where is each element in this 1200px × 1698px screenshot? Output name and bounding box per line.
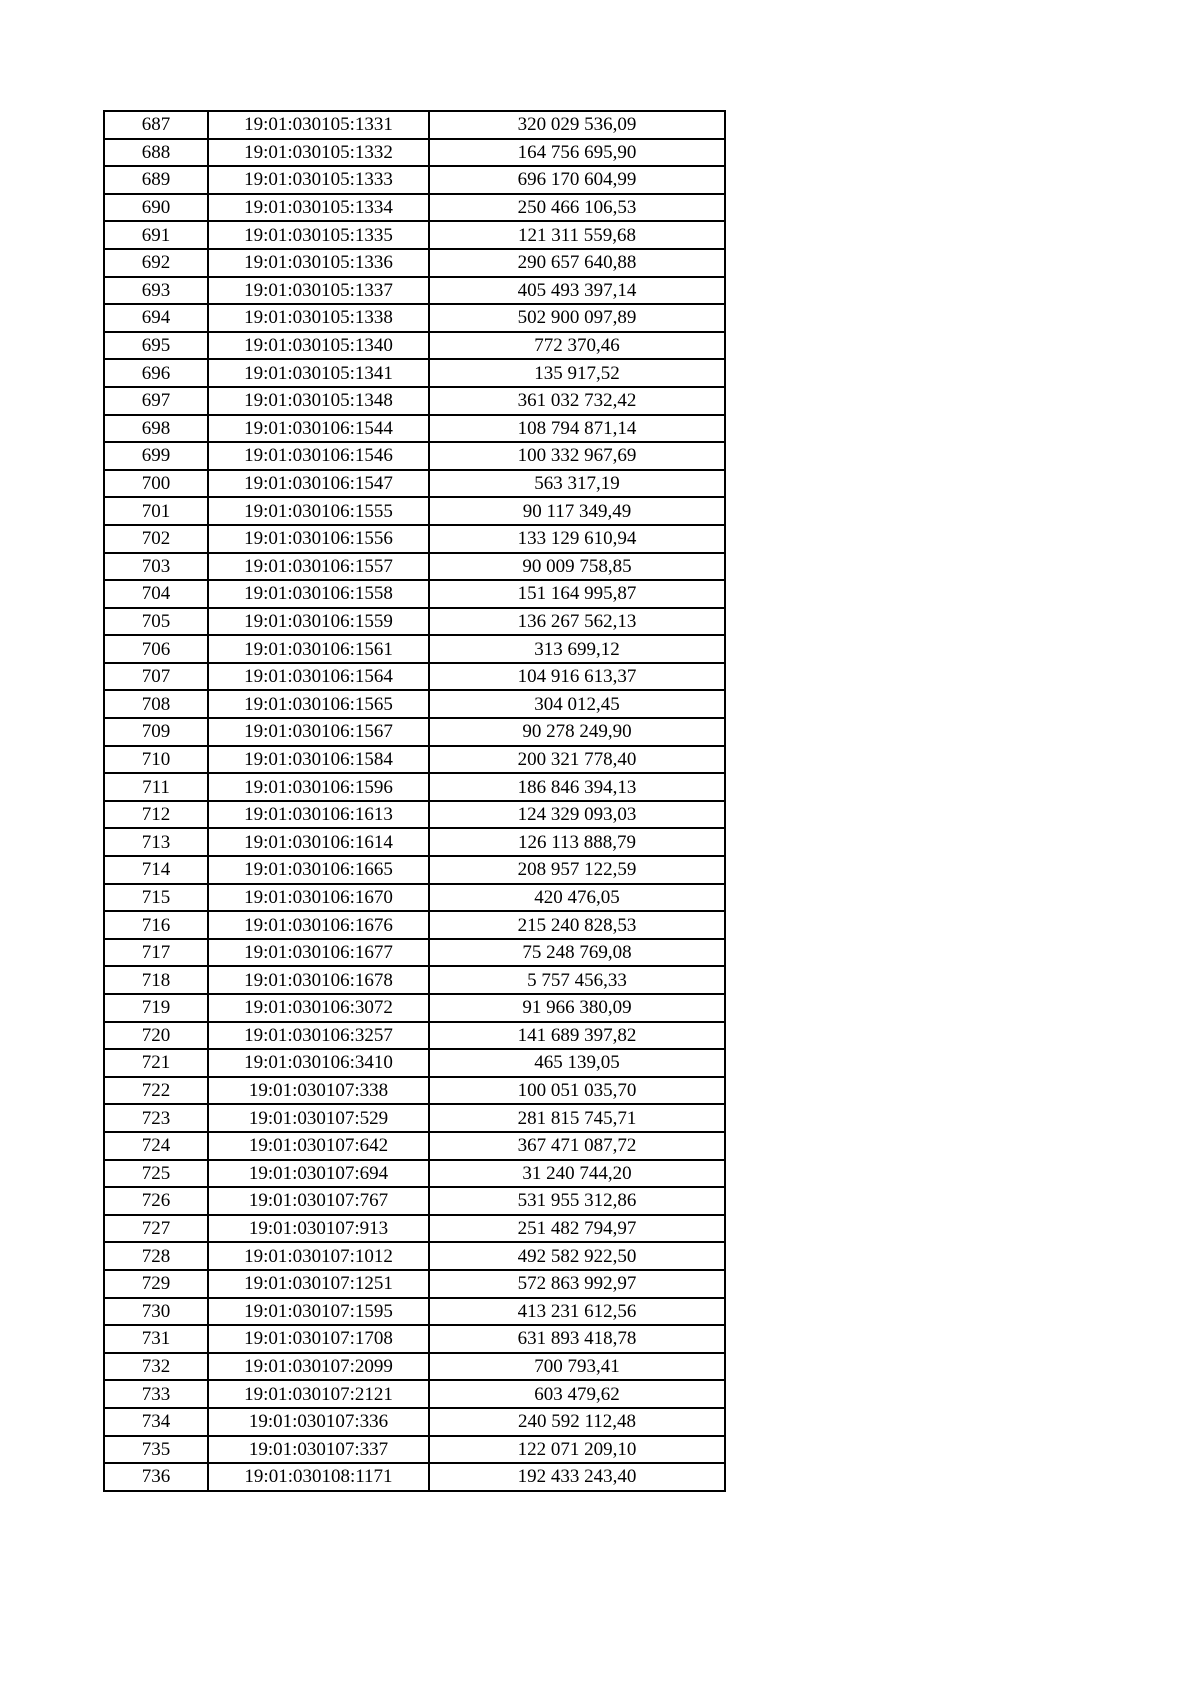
row-number-cell: 687	[104, 111, 208, 139]
table-row	[104, 1077, 725, 1105]
cadastral-value-cell: 164 756 695,90	[429, 139, 725, 167]
cadastral-number-cell: 19:01:030106:1670	[208, 884, 429, 912]
row-number-cell: 695	[104, 332, 208, 360]
row-number-cell: 726	[104, 1187, 208, 1215]
cadastral-value-cell: 90 009 758,85	[429, 553, 725, 581]
table-row	[104, 525, 725, 553]
row-number-cell: 696	[104, 359, 208, 387]
cadastral-value-cell: 361 032 732,42	[429, 387, 725, 415]
cadastral-value-cell: 31 240 744,20	[429, 1160, 725, 1188]
cadastral-value-cell: 405 493 397,14	[429, 277, 725, 305]
cadastral-value-table	[103, 110, 726, 1492]
table-row	[104, 470, 725, 498]
table-row	[104, 1380, 725, 1408]
cadastral-number-cell: 19:01:030107:337	[208, 1436, 429, 1464]
cadastral-number-cell: 19:01:030106:3257	[208, 1022, 429, 1050]
cadastral-number-cell: 19:01:030107:1012	[208, 1242, 429, 1270]
table-row	[104, 1408, 725, 1436]
row-number-cell: 690	[104, 194, 208, 222]
cadastral-value-cell: 133 129 610,94	[429, 525, 725, 553]
table-row	[104, 304, 725, 332]
cadastral-value-cell: 122 071 209,10	[429, 1436, 725, 1464]
row-number-cell: 712	[104, 801, 208, 829]
table-row	[104, 277, 725, 305]
table-row	[104, 139, 725, 167]
row-number-cell: 736	[104, 1463, 208, 1491]
table-row	[104, 359, 725, 387]
cadastral-number-cell: 19:01:030107:767	[208, 1187, 429, 1215]
table-row	[104, 1242, 725, 1270]
cadastral-value-cell: 631 893 418,78	[429, 1325, 725, 1353]
table-row	[104, 690, 725, 718]
cadastral-value-cell: 141 689 397,82	[429, 1022, 725, 1050]
cadastral-number-cell: 19:01:030107:1708	[208, 1325, 429, 1353]
cadastral-value-cell: 186 846 394,13	[429, 773, 725, 801]
cadastral-value-cell: 281 815 745,71	[429, 1104, 725, 1132]
cadastral-value-cell: 251 482 794,97	[429, 1215, 725, 1243]
row-number-cell: 731	[104, 1325, 208, 1353]
table-row	[104, 884, 725, 912]
table-row	[104, 1298, 725, 1326]
cadastral-value-cell: 531 955 312,86	[429, 1187, 725, 1215]
table-row	[104, 1132, 725, 1160]
cadastral-value-cell: 75 248 769,08	[429, 939, 725, 967]
row-number-cell: 727	[104, 1215, 208, 1243]
row-number-cell: 713	[104, 828, 208, 856]
cadastral-number-cell: 19:01:030107:2099	[208, 1353, 429, 1381]
row-number-cell: 688	[104, 139, 208, 167]
table-row	[104, 773, 725, 801]
table-row	[104, 966, 725, 994]
cadastral-number-cell: 19:01:030107:642	[208, 1132, 429, 1160]
row-number-cell: 720	[104, 1022, 208, 1050]
cadastral-number-cell: 19:01:030106:1561	[208, 635, 429, 663]
cadastral-number-cell: 19:01:030106:1544	[208, 415, 429, 443]
table-row	[104, 746, 725, 774]
cadastral-number-cell: 19:01:030106:1596	[208, 773, 429, 801]
row-number-cell: 717	[104, 939, 208, 967]
cadastral-number-cell: 19:01:030106:1546	[208, 442, 429, 470]
cadastral-number-cell: 19:01:030106:1547	[208, 470, 429, 498]
cadastral-value-cell: 465 139,05	[429, 1049, 725, 1077]
cadastral-number-cell: 19:01:030106:1665	[208, 856, 429, 884]
cadastral-number-cell: 19:01:030106:1678	[208, 966, 429, 994]
cadastral-value-cell: 151 164 995,87	[429, 580, 725, 608]
table-row	[104, 635, 725, 663]
table-row	[104, 1270, 725, 1298]
row-number-cell: 701	[104, 497, 208, 525]
cadastral-number-cell: 19:01:030105:1337	[208, 277, 429, 305]
row-number-cell: 707	[104, 663, 208, 691]
cadastral-value-cell: 90 117 349,49	[429, 497, 725, 525]
cadastral-number-cell: 19:01:030105:1333	[208, 166, 429, 194]
cadastral-number-cell: 19:01:030105:1334	[208, 194, 429, 222]
cadastral-value-cell: 250 466 106,53	[429, 194, 725, 222]
cadastral-number-cell: 19:01:030106:3410	[208, 1049, 429, 1077]
table-row	[104, 1463, 725, 1491]
table-row	[104, 801, 725, 829]
cadastral-number-cell: 19:01:030107:694	[208, 1160, 429, 1188]
cadastral-number-cell: 19:01:030107:913	[208, 1215, 429, 1243]
cadastral-number-cell: 19:01:030107:1595	[208, 1298, 429, 1326]
cadastral-value-cell: 603 479,62	[429, 1380, 725, 1408]
table-row	[104, 1049, 725, 1077]
table-row	[104, 1187, 725, 1215]
cadastral-value-cell: 90 278 249,90	[429, 718, 725, 746]
table-row	[104, 994, 725, 1022]
row-number-cell: 710	[104, 746, 208, 774]
table-row	[104, 1022, 725, 1050]
row-number-cell: 734	[104, 1408, 208, 1436]
cadastral-value-cell: 492 582 922,50	[429, 1242, 725, 1270]
table-row	[104, 111, 725, 139]
cadastral-value-cell: 104 916 613,37	[429, 663, 725, 691]
cadastral-value-cell: 208 957 122,59	[429, 856, 725, 884]
row-number-cell: 725	[104, 1160, 208, 1188]
table-row	[104, 332, 725, 360]
row-number-cell: 728	[104, 1242, 208, 1270]
table-row	[104, 828, 725, 856]
cadastral-number-cell: 19:01:030107:1251	[208, 1270, 429, 1298]
cadastral-value-cell: 215 240 828,53	[429, 911, 725, 939]
table-row	[104, 718, 725, 746]
cadastral-number-cell: 19:01:030106:1614	[208, 828, 429, 856]
row-number-cell: 723	[104, 1104, 208, 1132]
cadastral-value-cell: 100 332 967,69	[429, 442, 725, 470]
cadastral-number-cell: 19:01:030105:1336	[208, 249, 429, 277]
table-row	[104, 1325, 725, 1353]
cadastral-number-cell: 19:01:030106:1613	[208, 801, 429, 829]
row-number-cell: 691	[104, 221, 208, 249]
cadastral-number-cell: 19:01:030105:1335	[208, 221, 429, 249]
table-row	[104, 194, 725, 222]
cadastral-number-cell: 19:01:030105:1331	[208, 111, 429, 139]
table-row	[104, 1104, 725, 1132]
row-number-cell: 733	[104, 1380, 208, 1408]
cadastral-value-cell: 240 592 112,48	[429, 1408, 725, 1436]
table-row	[104, 608, 725, 636]
row-number-cell: 718	[104, 966, 208, 994]
cadastral-value-cell: 200 321 778,40	[429, 746, 725, 774]
row-number-cell: 721	[104, 1049, 208, 1077]
cadastral-value-cell: 420 476,05	[429, 884, 725, 912]
cadastral-value-cell: 136 267 562,13	[429, 608, 725, 636]
cadastral-value-cell: 91 966 380,09	[429, 994, 725, 1022]
cadastral-number-cell: 19:01:030107:338	[208, 1077, 429, 1105]
table-row	[104, 1353, 725, 1381]
row-number-cell: 698	[104, 415, 208, 443]
table-row	[104, 580, 725, 608]
row-number-cell: 693	[104, 277, 208, 305]
row-number-cell: 694	[104, 304, 208, 332]
cadastral-number-cell: 19:01:030105:1338	[208, 304, 429, 332]
table-row	[104, 249, 725, 277]
cadastral-value-cell: 121 311 559,68	[429, 221, 725, 249]
cadastral-value-cell: 100 051 035,70	[429, 1077, 725, 1105]
row-number-cell: 689	[104, 166, 208, 194]
cadastral-number-cell: 19:01:030107:336	[208, 1408, 429, 1436]
table-row	[104, 387, 725, 415]
row-number-cell: 729	[104, 1270, 208, 1298]
table-row	[104, 1160, 725, 1188]
table-row	[104, 939, 725, 967]
cadastral-number-cell: 19:01:030108:1171	[208, 1463, 429, 1491]
cadastral-value-cell: 367 471 087,72	[429, 1132, 725, 1160]
row-number-cell: 692	[104, 249, 208, 277]
cadastral-number-cell: 19:01:030105:1332	[208, 139, 429, 167]
cadastral-value-cell: 135 917,52	[429, 359, 725, 387]
cadastral-value-cell: 124 329 093,03	[429, 801, 725, 829]
table-row	[104, 166, 725, 194]
cadastral-number-cell: 19:01:030106:1556	[208, 525, 429, 553]
table-row	[104, 1215, 725, 1243]
cadastral-value-cell: 126 113 888,79	[429, 828, 725, 856]
cadastral-number-cell: 19:01:030106:1559	[208, 608, 429, 636]
cadastral-value-cell: 563 317,19	[429, 470, 725, 498]
row-number-cell: 722	[104, 1077, 208, 1105]
cadastral-number-cell: 19:01:030106:1584	[208, 746, 429, 774]
row-number-cell: 724	[104, 1132, 208, 1160]
row-number-cell: 714	[104, 856, 208, 884]
table-row	[104, 553, 725, 581]
table-row	[104, 221, 725, 249]
cadastral-value-cell: 320 029 536,09	[429, 111, 725, 139]
cadastral-value-cell: 192 433 243,40	[429, 1463, 725, 1491]
cadastral-value-cell: 5 757 456,33	[429, 966, 725, 994]
cadastral-number-cell: 19:01:030106:1555	[208, 497, 429, 525]
cadastral-value-cell: 304 012,45	[429, 690, 725, 718]
row-number-cell: 716	[104, 911, 208, 939]
row-number-cell: 708	[104, 690, 208, 718]
row-number-cell: 699	[104, 442, 208, 470]
row-number-cell: 704	[104, 580, 208, 608]
cadastral-number-cell: 19:01:030106:1676	[208, 911, 429, 939]
cadastral-value-cell: 108 794 871,14	[429, 415, 725, 443]
cadastral-number-cell: 19:01:030106:3072	[208, 994, 429, 1022]
cadastral-number-cell: 19:01:030106:1677	[208, 939, 429, 967]
cadastral-value-cell: 700 793,41	[429, 1353, 725, 1381]
cadastral-number-cell: 19:01:030105:1348	[208, 387, 429, 415]
row-number-cell: 700	[104, 470, 208, 498]
cadastral-number-cell: 19:01:030107:2121	[208, 1380, 429, 1408]
cadastral-value-cell: 772 370,46	[429, 332, 725, 360]
table-row	[104, 1436, 725, 1464]
table-row	[104, 856, 725, 884]
cadastral-value-cell: 502 900 097,89	[429, 304, 725, 332]
table-row	[104, 442, 725, 470]
cadastral-value-cell: 313 699,12	[429, 635, 725, 663]
cadastral-number-cell: 19:01:030106:1565	[208, 690, 429, 718]
cadastral-value-cell: 696 170 604,99	[429, 166, 725, 194]
row-number-cell: 706	[104, 635, 208, 663]
row-number-cell: 735	[104, 1436, 208, 1464]
row-number-cell: 697	[104, 387, 208, 415]
cadastral-number-cell: 19:01:030106:1557	[208, 553, 429, 581]
table-row	[104, 415, 725, 443]
row-number-cell: 732	[104, 1353, 208, 1381]
table-body	[104, 111, 725, 1491]
row-number-cell: 705	[104, 608, 208, 636]
table-row	[104, 663, 725, 691]
row-number-cell: 719	[104, 994, 208, 1022]
table-row	[104, 911, 725, 939]
row-number-cell: 711	[104, 773, 208, 801]
cadastral-value-cell: 572 863 992,97	[429, 1270, 725, 1298]
cadastral-number-cell: 19:01:030106:1567	[208, 718, 429, 746]
row-number-cell: 709	[104, 718, 208, 746]
row-number-cell: 702	[104, 525, 208, 553]
cadastral-number-cell: 19:01:030106:1558	[208, 580, 429, 608]
cadastral-number-cell: 19:01:030105:1341	[208, 359, 429, 387]
row-number-cell: 730	[104, 1298, 208, 1326]
row-number-cell: 715	[104, 884, 208, 912]
table-row	[104, 497, 725, 525]
cadastral-number-cell: 19:01:030105:1340	[208, 332, 429, 360]
row-number-cell: 703	[104, 553, 208, 581]
cadastral-number-cell: 19:01:030106:1564	[208, 663, 429, 691]
cadastral-value-cell: 413 231 612,56	[429, 1298, 725, 1326]
cadastral-value-cell: 290 657 640,88	[429, 249, 725, 277]
cadastral-number-cell: 19:01:030107:529	[208, 1104, 429, 1132]
